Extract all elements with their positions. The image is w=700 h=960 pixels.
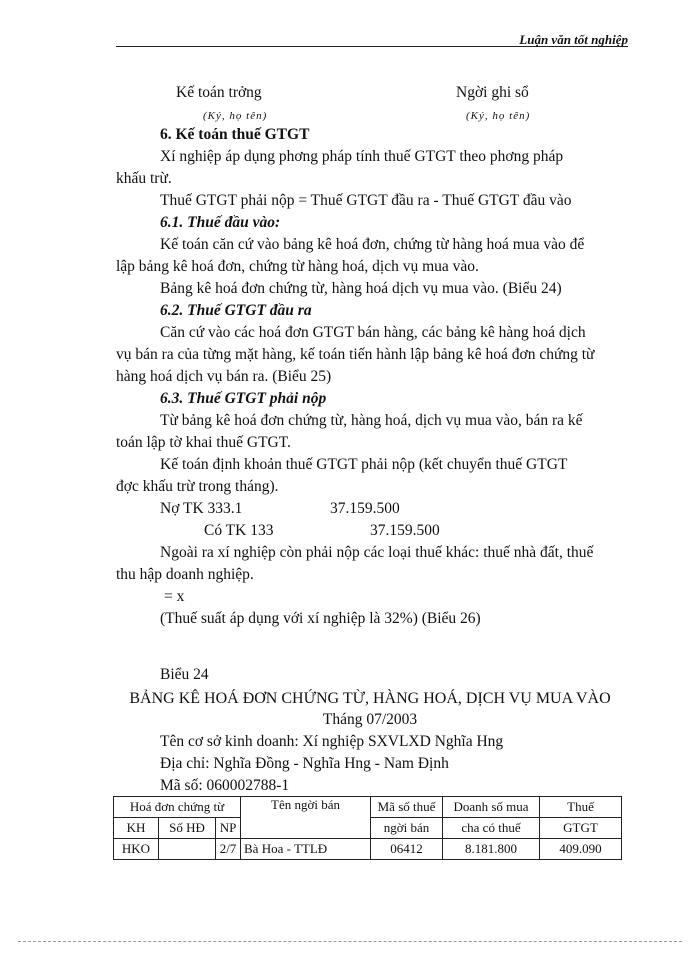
table-header-row — [114, 797, 622, 818]
paragraph-line: khấu trừ. — [116, 170, 172, 187]
form-label: Biểu 24 — [160, 666, 209, 683]
header-vat: Thuế — [540, 797, 622, 818]
header-sales-2: cha có thuế — [443, 818, 540, 839]
paragraph-line: Căn cứ vào các hoá đơn GTGT bán hàng, các bảng kê hàng hoá dịch — [160, 324, 586, 341]
subsection-heading: 6.3. Thuế GTGT phải nộp — [160, 390, 327, 407]
paragraph-line: đợc khấu trừ trong tháng). — [116, 478, 279, 495]
paragraph-line: Từ bảng kê hoá đơn chứng từ, hàng hoá, dịch vụ mua vào, bán ra kế — [160, 412, 583, 429]
signature-right-note: (Ký, họ tên) — [466, 110, 531, 122]
header-sohd: Số HĐ — [159, 818, 216, 839]
header-rule — [116, 46, 628, 47]
cell-seller: Bà Hoa - TTLĐ — [241, 839, 371, 860]
header-vat-2: GTGT — [540, 818, 622, 839]
form-month: Tháng 07/2003 — [322, 711, 418, 728]
form-title: BẢNG KÊ HOÁ ĐƠN CHỨNG TỪ, HÀNG HOÁ, DỊCH VỤ MUA VÀO — [129, 690, 611, 707]
header-np: NP — [216, 818, 241, 839]
journal-credit-label: Có TK 133 — [204, 522, 274, 539]
equation-line: = x — [164, 588, 185, 605]
cell-np: 2/7 — [216, 839, 241, 860]
header-seller-tax-code: Mã số thuế — [371, 797, 443, 818]
section-heading: 6. Kế toán thuế GTGT — [160, 126, 310, 143]
paragraph-line: Xí nghiệp áp dụng phơng pháp tính thuế GTGT theo phơng pháp — [160, 148, 564, 165]
cell-vat: 409.090 — [540, 839, 622, 860]
table-row — [114, 839, 622, 860]
paragraph-line: Bảng kê hoá đơn chứng từ, hàng hoá dịch vụ mua vào. (Biểu 24) — [160, 280, 562, 297]
formula-line: Thuế GTGT phải nộp = Thuế GTGT đầu ra - Thuế GTGT đầu vào — [160, 192, 572, 209]
paragraph-line: thu hập doanh nghiệp. — [116, 566, 254, 583]
cell-sohd — [159, 839, 216, 860]
business-address: Địa chỉ: Nghĩa Đồng - Nghĩa Hng - Nam Định — [160, 755, 449, 772]
subsection-heading: 6.1. Thuế đầu vào: — [160, 214, 281, 231]
paragraph-line: lập bảng kê hoá đơn, chứng từ hàng hoá, dịch vụ mua vào. — [116, 258, 479, 275]
paragraph-line: Ngoài ra xí nghiệp còn phải nộp các loại thuế khác: thuế nhà đất, thuế — [160, 544, 594, 561]
paragraph-line: toán lập tờ khai thuế GTGT. — [116, 434, 291, 451]
signature-left-title: Kế toán trởng — [176, 84, 262, 101]
cell-tax-code: 06412 — [371, 839, 443, 860]
running-header: Luận văn tốt nghiệp — [519, 32, 628, 47]
page-bottom-rule — [18, 941, 682, 942]
header-seller-name: Tên ngời bán — [241, 797, 371, 839]
cell-sales: 8.181.800 — [443, 839, 540, 860]
header-sales: Doanh số mua — [443, 797, 540, 818]
subsection-heading: 6.2. Thuế GTGT đầu ra — [160, 302, 312, 319]
paragraph-line: vụ bán ra của từng mặt hàng, kế toán tiến hành lập bảng kê hoá đơn chứng từ — [116, 346, 595, 363]
journal-credit-amount: 37.159.500 — [370, 522, 440, 539]
signature-right-title: Ngời ghi sổ — [456, 84, 529, 101]
paragraph-line: (Thuế suất áp dụng với xí nghiệp là 32%) (Biểu 26) — [160, 610, 481, 627]
header-seller-tax-code-2: ngời bán — [371, 818, 443, 839]
paragraph-line: hàng hoá dịch vụ bán ra. (Biểu 25) — [116, 368, 332, 385]
business-name: Tên cơ sở kinh doanh: Xí nghiệp SXVLXD Nghĩa Hng — [160, 733, 504, 750]
paragraph-line: Kế toán định khoản thuế GTGT phải nộp (kết chuyển thuế GTGT — [160, 456, 568, 473]
signature-left-note: (Ký, họ tên) — [203, 110, 268, 122]
business-tax-code: Mã số: 060002788-1 — [160, 777, 290, 794]
header-invoice: Hoá đơn chứng từ — [114, 797, 241, 818]
header-kh: KH — [114, 818, 159, 839]
journal-debit-amount: 37.159.500 — [330, 500, 400, 517]
cell-kh: HKO — [114, 839, 159, 860]
journal-debit-label: Nợ TK 333.1 — [160, 500, 243, 517]
invoice-table — [113, 796, 622, 860]
paragraph-line: Kế toán căn cứ vào bảng kê hoá đơn, chứng từ hàng hoá mua vào để — [160, 236, 585, 253]
